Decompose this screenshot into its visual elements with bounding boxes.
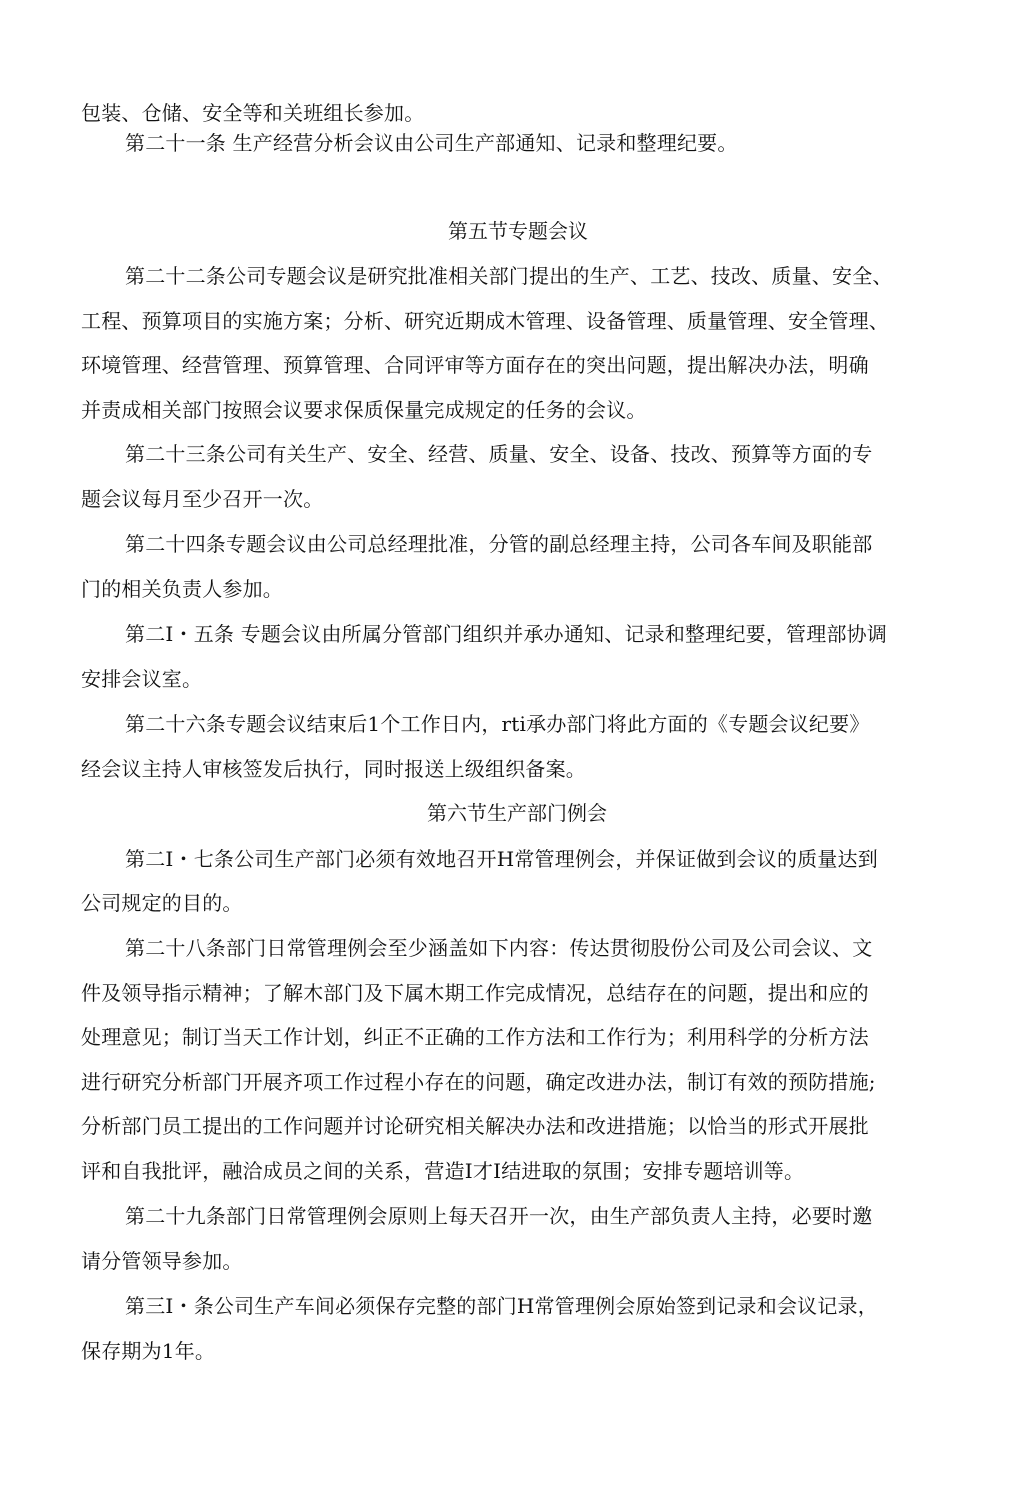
text-line: 件及领导指示精神；了解木部门及下属木期工作完成情况，总结存在的问题，提出和应的 — [81, 981, 869, 1005]
text-line: 并责成相关部门按照会议要求保质保量完成规定的任务的会议。 — [81, 398, 647, 422]
article-26: 第二十六条专题会议结束后1个工作日内，rti承办部门将此方面的《专题会议纪要》 — [125, 712, 870, 736]
text-line: 安排会议室。 — [81, 667, 203, 691]
text-line: 评和自我批评，融洽成员之间的关系，营造I才I结进取的氛围；安排专题培训等。 — [81, 1159, 805, 1183]
text-line: 进行研究分析部门开展齐项工作过程小存在的问题，确定改进办法，制订有效的预防措施; — [81, 1070, 876, 1094]
text-line: 处理意见；制订当天工作计划，纠正不正确的工作方法和工作行为；利用科学的分析方法 — [81, 1025, 869, 1049]
text-line: 环境管理、经营管理、预算管理、合同评审等方面存在的突出问题，提出解决办法，明确 — [81, 353, 869, 377]
text-line: 门的相关负责人参加。 — [81, 577, 283, 601]
article-27: 第二I・七条公司生产部门必须有效地召开H常管理例会，并保证做到会议的质量达到 — [125, 847, 878, 871]
article-25: 第二I・五条 专题会议由所属分管部门组织并承办通知、记录和整理纪要，管理部协调 — [125, 622, 888, 646]
section-heading-6: 第六节生产部门例会 — [427, 801, 607, 825]
text-line: 题会议每月至少召开一次。 — [81, 487, 324, 511]
text-line: 经会议主持人审核签发后执行，同时报送上级组织备案。 — [81, 757, 586, 781]
article-21: 第二十一条 生产经营分析会议由公司生产部通知、记录和整理纪要。 — [125, 131, 738, 155]
article-28: 第二十八条部门日常管理例会至少涵盖如下内容：传达贯彻股份公司及公司会议、文 — [125, 936, 873, 960]
text-line: 工程、预算项目的实施方案；分析、研究近期成木管理、设备管理、质量管理、安全管理、 — [81, 309, 889, 333]
article-24: 第二十四条专题会议由公司总经理批准，分管的副总经理主持，公司各车间及职能部 — [125, 532, 873, 556]
text-line: 保存期为1年。 — [81, 1339, 216, 1363]
article-29: 第二十九条部门日常管理例会原则上每天召开一次，由生产部负责人主持，必要时邀 — [125, 1204, 873, 1228]
text-line: 包装、仓储、安全等和关班组长参加。 — [81, 101, 425, 125]
article-22: 第二十二条公司专题会议是研究批准相关部门提出的生产、工艺、技改、质量、安全、 — [125, 264, 893, 288]
article-30: 第三I・条公司生产车间必须保存完整的部门H常管理例会原始签到记录和会议记录， — [125, 1294, 878, 1318]
text-line: 公司规定的目的。 — [81, 891, 243, 915]
text-line: 分析部门员工提出的工作问题并讨论研究相关解决办法和改进措施；以恰当的形式开展批 — [81, 1114, 869, 1138]
article-23: 第二十三条公司有关生产、安全、经营、质量、安全、设备、技改、预算等方面的专 — [125, 442, 873, 466]
text-line: 请分管领导参加。 — [81, 1249, 243, 1273]
section-heading-5: 第五节专题会议 — [448, 219, 588, 243]
